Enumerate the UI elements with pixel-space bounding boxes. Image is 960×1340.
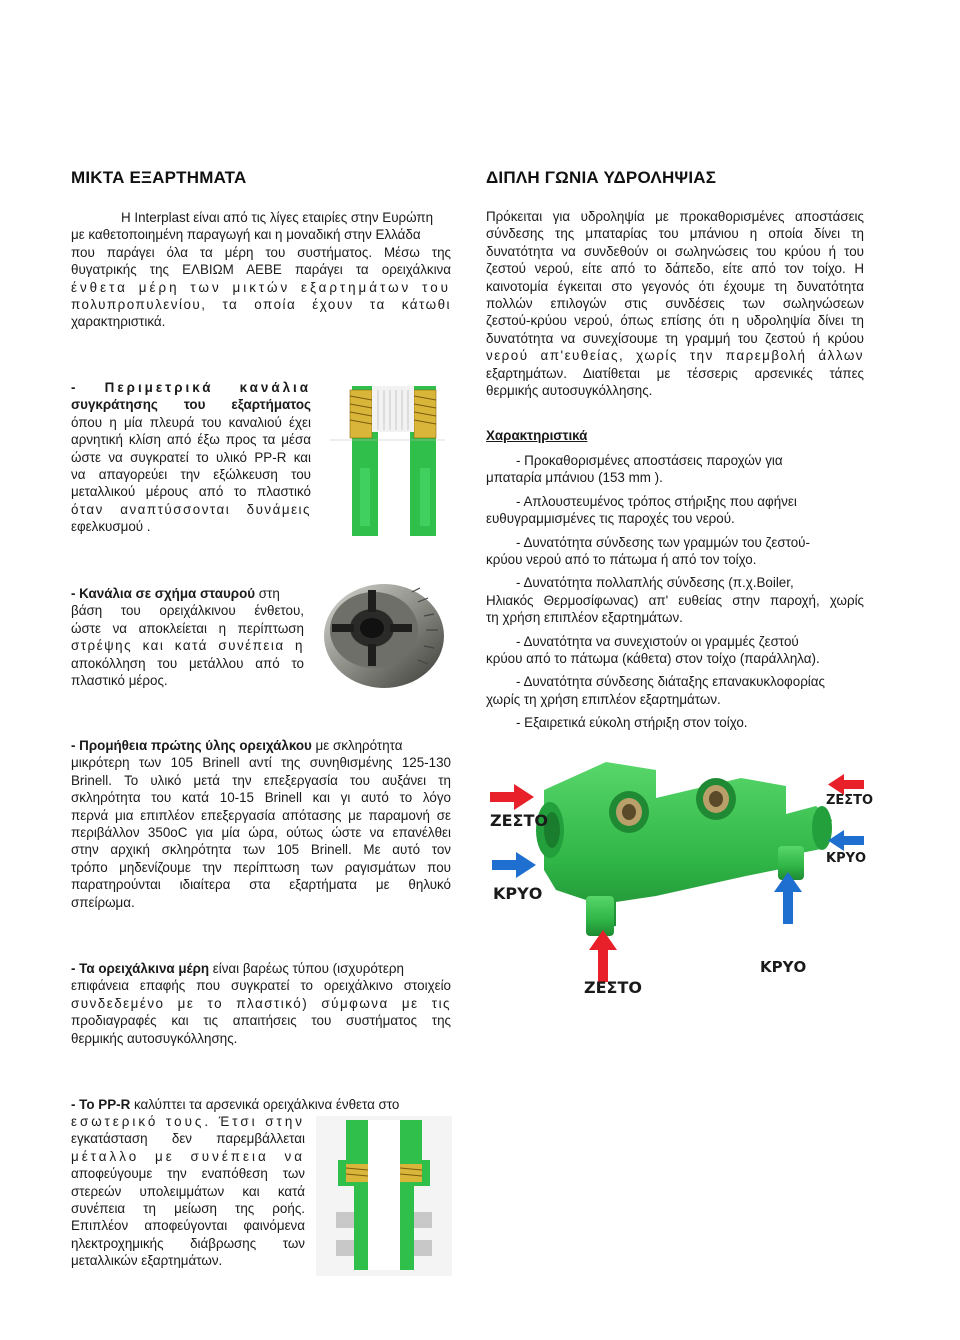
fitting-cutaway-image <box>320 380 450 540</box>
feature-line: - Εξαιρετικά εύκολη στήριξη στον τοίχο. <box>516 715 748 731</box>
text-line: τρόπο μηδενίζουμε την περίπτωση των ραγισμάτων που <box>71 859 451 875</box>
feature-item <box>486 633 864 668</box>
cross-channels-paragraph <box>71 585 304 689</box>
feature-line: - Προκαθορισμένες αποστάσεις παροχών για <box>516 453 783 468</box>
hot-label-bottom: ΖΕΣΤΟ <box>584 978 642 997</box>
brass-material-paragraph <box>71 737 451 911</box>
text-line: εφελκυσμού . <box>71 519 151 535</box>
text-line: - Περιμετρικά κανάλια <box>71 380 311 395</box>
text-line: βάση του ορειχάλκινου ένθετου, <box>71 603 304 619</box>
text-line: Brinell. Το υλικό μετά την επεξεργασία του αυξάνει τη <box>71 772 451 788</box>
text-line: εξαρτημάτων. Διατίθεται με τέσσερις αρσενικές τάπες <box>486 365 864 381</box>
text-span: με σκληρότητα <box>311 738 403 753</box>
hot-label-right: ΖΕΣΤΟ <box>826 793 874 808</box>
feature-item <box>486 493 864 528</box>
text-line: ζεστού νερού, είτε από το δάπεδο, είτε από τον τοίχο. Η <box>486 261 864 277</box>
text-line: μεταλλικού μέρους από το πλαστικό <box>71 484 311 500</box>
text-line: με καθετοποιημένη παραγωγή και η μοναδική στην Ελλάδα <box>71 227 421 243</box>
text-line: θυγατρικής της ΕΛΒΙΩΜ ΑΕΒΕ παράγει τα ορειχάλκινα <box>71 262 451 278</box>
text-line: αποφεύγουμε την εναπόθεση των <box>71 1166 305 1182</box>
brass-insert-image <box>312 572 452 698</box>
text-line: θερμικής αυτοσυγκόλλησης. <box>486 383 653 399</box>
text-line: Πρόκειται για υδροληψία με προκαθορισμένες αποστάσεις <box>486 209 864 224</box>
heavy-duty-paragraph <box>71 960 451 1047</box>
feature-line: - Δυνατότητα πολλαπλής σύνδεσης (π.χ.Boiler, <box>516 575 794 591</box>
feature-line: κρύου από το πάτωμα (κάθετα) στον τοίχο (παράλληλα). <box>486 651 820 667</box>
text-line: δυνατότητα να συνδεθούν οι σωληνώσεις του κρύου ή του <box>486 243 864 259</box>
ppr-covers-paragraph-cont <box>71 1113 305 1270</box>
text-line: πλαστικό μέρος. <box>71 673 168 689</box>
text-line: μεταλλικών εξαρτημάτων. <box>71 1253 223 1269</box>
features-list <box>486 452 864 732</box>
text-line: περιβάλλον 350οC για μία ώρα, ούτως ώστε να επανέλθει <box>71 825 451 841</box>
text-line: ώστε να αποκλείεται η περίπτωση <box>71 620 304 636</box>
left-intro-paragraph <box>71 209 451 331</box>
text-line: στερεών υπολειμμάτων και κατά <box>71 1183 305 1199</box>
hot-label-left: ΖΕΣΤΟ <box>490 811 548 830</box>
text-line: εγκατάσταση δεν παρεμβάλλεται <box>71 1131 305 1147</box>
text-span: στη <box>255 586 280 601</box>
feature-line: - Δυνατότητα σύνδεσης διάταξης επανακυκλοφορίας <box>516 674 825 690</box>
text-line: όπου η μία πλευρά του καναλιού έχει <box>71 414 311 430</box>
text-line: επιφάνεια επαφής που συγκρατεί το ορειχάλκινο στοιχείο <box>71 978 451 994</box>
text-line: πολυπροπυλενίου, τα οποία έχουν τα κάτωθι <box>71 297 451 313</box>
text-line: ένθετα μέρη των μικτών εξαρτημάτων του <box>71 279 451 295</box>
feature-item <box>486 673 864 708</box>
text-span: είναι βαρέως τύπου (ισχυρότερη <box>209 961 404 976</box>
text-line: συγκράτησης του εξαρτήματος <box>71 397 311 413</box>
feature-line: τη χρήση επιπλέον εξαρτημάτων. <box>486 610 683 626</box>
feature-line: μπαταρία μπάνιου (153 mm ). <box>486 470 663 486</box>
text-line: προδιαγραφές και τις απαιτήσεις του συστήματος της <box>71 1013 451 1029</box>
text-line: στρέψης και κατά συνέπεια η <box>71 638 304 654</box>
cold-label-left: ΚΡΥΟ <box>493 884 543 903</box>
text-line: πολλών επιλογών στις συνδέσεις των σωληνώσεων <box>486 296 864 312</box>
bold-phrase: - Κανάλια σε σχήμα σταυρού <box>71 586 256 601</box>
text-line: μέταλλο με συνέπεια να <box>71 1148 305 1164</box>
feature-line: ευθυγραμμισμένες τις παροχές του νερού. <box>486 511 735 527</box>
right-intro-paragraph <box>486 208 864 399</box>
text-line: να απαγορεύει την εξώλκευση του <box>71 467 311 483</box>
bold-phrase: - Το PP-R <box>71 1097 131 1112</box>
text-line: Η Interplast είναι από τις λίγες εταιρίες στην Ευρώπη <box>121 210 434 225</box>
text-line: σύνδεσης της μπαταρίας του μπάνιου η οποία δίνει τη <box>486 226 864 242</box>
left-title: ΜΙΚΤΑ ΕΞΑΡΤΗΜΑΤΑ <box>71 168 247 187</box>
feature-item <box>486 534 864 569</box>
bold-phrase: - Προμήθεια πρώτης ύλης ορειχάλκου <box>71 738 312 753</box>
feature-line: - Απλουστευμένος τρόπος στήριξης που αφήνει <box>516 493 797 509</box>
text-line: ώστε να συγκρατεί το υλικό PP-R και <box>71 449 311 465</box>
text-line: συνδεδεμένο με το πλαστικό) σύμφωνα με τις <box>71 995 451 1011</box>
text-line: παρατηρούνται ιδιαίτερα στα εξαρτήματα με θηλυκό <box>71 877 451 893</box>
cold-label-bottom: ΚΡΥΟ <box>760 958 807 976</box>
double-elbow-fitting-image <box>486 750 886 1010</box>
perimeter-channels-paragraph <box>71 379 311 536</box>
text-line: μικρότερη των 105 Brinell αντί της συνηθισμένης 125-130 <box>71 755 451 771</box>
feature-item <box>486 714 864 731</box>
text-line: Επιπλέον αποφεύγονται φαινόμενα <box>71 1218 305 1234</box>
right-title: ΔΙΠΛΗ ΓΩΝΙΑ ΥΔΡΟΛΗΨΙΑΣ <box>486 168 717 187</box>
text-line: θερμικής αυτοσυγκόλλησης. <box>71 1030 238 1046</box>
features-heading-text: Χαρακτηριστικά <box>486 428 588 443</box>
bold-phrase: - Τα ορειχάλκινα μέρη <box>71 961 210 976</box>
cold-label-right: ΚΡΥΟ <box>826 851 867 866</box>
text-line: στην αρχική σκληρότητα των 105 Brinell. Με αυτό τον <box>71 842 451 858</box>
feature-line: χωρίς τη χρήση επιπλέον εξαρτημάτων. <box>486 691 721 707</box>
text-line: ηλεκτροχημικής διάβρωσης των <box>71 1235 305 1251</box>
feature-line: κρύου νερού από το πάτωμα ή από τον τοίχο. <box>486 552 757 568</box>
text-line: σκληρότητα του κατά 10-15 Brinell και γι αυτό το λόγο <box>71 790 451 806</box>
text-line: αρνητική κλίση από έξω προς τα μέσα <box>71 432 311 448</box>
features-heading <box>486 428 587 443</box>
text-line: περνά μια επιπλέον επεξεργασία απότασης με παραμονή σε <box>71 807 451 823</box>
feature-line: Ηλιακός Θερμοσίφωνας) απ' ευθείας στην παροχή, χωρίς <box>486 592 864 608</box>
ppr-covers-paragraph <box>71 1096 451 1113</box>
text-line: ζεστού-κρύου νερού, όπως επίσης ότι η υδροληψία δίνει τη <box>486 313 864 329</box>
text-line: εσωτερικό τους. Έτσι στην <box>71 1114 305 1129</box>
feature-item <box>486 574 864 626</box>
text-line: σπείρωμα. <box>71 894 135 910</box>
text-line: νερού απ'ευθείας, χωρίς την παρεμβολή άλλων <box>486 348 864 364</box>
text-line: συνέπεια τη μείωση της ροής. <box>71 1201 305 1217</box>
feature-line: - Δυνατότητα σύνδεσης των γραμμών του ζεστού- <box>516 534 810 550</box>
text-span: καλύπτει τα αρσενικά ορειχάλκινα ένθετα στο <box>130 1097 400 1112</box>
text-line: όταν αναπτύσσονται δυνάμεις <box>71 501 311 517</box>
text-line: καινοτομία έγκειται στο γεγονός ότι έχουμε τη δυνατότητα <box>486 278 864 294</box>
feature-line: - Δυνατότητα να συνεχιστούν οι γραμμές ζεστού <box>516 633 799 649</box>
male-insert-cutaway-image <box>316 1116 452 1276</box>
text-line: δυνατότητα να συνεχίσουμε τη γραμμή του ζεστού ή κρύου <box>486 330 864 346</box>
text-line: που παράγει όλα τα μέρη του συστήματος. Μέσω της <box>71 244 451 260</box>
text-line: αποκόλληση του μετάλλου από το <box>71 655 304 671</box>
feature-item <box>486 452 864 487</box>
text-line: χαρακτηριστικά. <box>71 314 166 330</box>
